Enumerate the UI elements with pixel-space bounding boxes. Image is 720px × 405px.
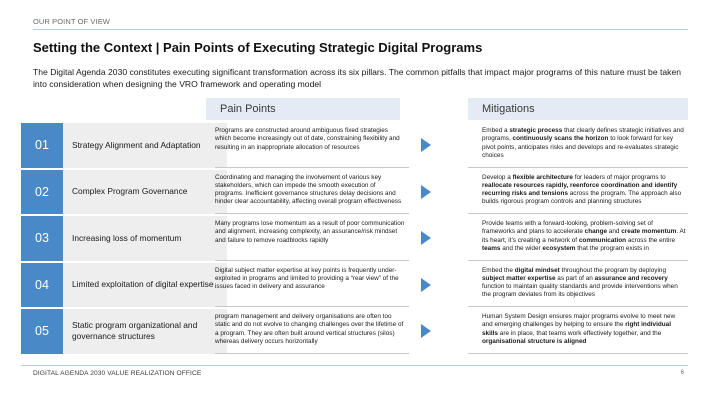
bottom-divider: [21, 365, 688, 366]
arrow-right-icon: [421, 185, 431, 199]
table-row: [21, 263, 688, 308]
mitigation-text: Provide teams with a forward-looking, problem-solving set of frameworks and plans to accelerate change and create momentum. At its heart, it’s creating a network of communication across the entire teams and the wider ecosystem that the program exists in: [468, 216, 688, 261]
row-number: 03: [21, 216, 63, 261]
row-number: 01: [21, 123, 63, 168]
mitigation-text: Develop a flexible architecture for leaders of major programs to reallocate resources rapidly, reenforce coordination and identify recurring risks and tensions across the program. The approach also builds rigorous program controls and planning structures: [468, 170, 688, 215]
pain-point-text: Programs are constructed around ambiguous fixed strategies which become increasingly out of date, constraining flexibility and resulting in an inappropriate allocation of resources: [215, 123, 409, 168]
table-row: [21, 216, 688, 261]
table-row: [21, 123, 688, 168]
intro-paragraph: The Digital Agenda 2030 constitutes executing significant transformation across its six pillars. The common pitfalls that impact major programs of this nature must be taken into consideration when designing the VRO framework and operating model: [33, 67, 682, 89]
arrow-right-icon: [421, 138, 431, 152]
mitigation-text: Human System Design ensures major programs evolve to meet new and emerging challenges by helping to ensure the right individual skills are in place, that teams work effectively together, and the organisational structure is aligned: [468, 309, 688, 354]
pain-point-text: Coordinating and managing the involvement of various key stakeholders, which can impede the smooth execution of programs. Inefficient governance structures delay decisions and hinder clear accountability, affecting overall program effectiveness: [215, 170, 409, 215]
kicker: OUR POINT OF VIEW: [33, 17, 110, 26]
top-divider: [33, 29, 688, 30]
pain-point-text: Digital subject matter expertise at key points is frequently under-exploited in programs and limited to providing a “rear view” of the issues faced in delivery and assurance: [215, 263, 409, 308]
pain-points-header: Pain Points: [206, 98, 400, 120]
arrow-right-icon: [421, 324, 431, 338]
pain-point-text: Many programs lose momentum as a result of poor communication and alignment, increasing complexity, an assurance/risk mindset and failure to remove roadblocks rapidly: [215, 216, 409, 261]
mitigation-text: Embed the digital mindset throughout the program by deploying subject matter expertise as part of an assurance and recovery function to maintain quality standards and provide interventions when the program deviates from its objectives: [468, 263, 688, 308]
row-label: Limited exploitation of digital expertise: [63, 263, 227, 308]
mitigations-header: Mitigations: [468, 98, 688, 120]
table-row: [21, 309, 688, 354]
page-number: 6: [680, 370, 684, 376]
row-label: Strategy Alignment and Adaptation: [63, 123, 227, 168]
row-label: Increasing loss of momentum: [63, 216, 227, 261]
pain-points-table: [21, 123, 688, 356]
row-label: Complex Program Governance: [63, 170, 227, 215]
row-number: 02: [21, 170, 63, 215]
footer-org: DIGITAL AGENDA 2030 VALUE REALIZATION OFFICE: [33, 370, 202, 377]
row-number: 04: [21, 263, 63, 308]
pain-point-text: program management and delivery organisations are often too static and do not evolve to changing challenges over the lifetime of a program. They are often built around vertical structures (silos) whereas delivery occurs horizontally: [215, 309, 409, 354]
mitigation-text: Embed a strategic process that clearly defines strategic initiatives and programs, continuously scans the horizon to look forward for key pivot points, anticipates risks and develops and re-evaluates strategic choices: [468, 123, 688, 168]
arrow-right-icon: [421, 231, 431, 245]
page-title: Setting the Context | Pain Points of Executing Strategic Digital Programs: [33, 40, 483, 55]
row-number: 05: [21, 309, 63, 354]
row-label: Static program organizational and governance structures: [63, 309, 227, 354]
table-row: [21, 170, 688, 215]
arrow-right-icon: [421, 278, 431, 292]
